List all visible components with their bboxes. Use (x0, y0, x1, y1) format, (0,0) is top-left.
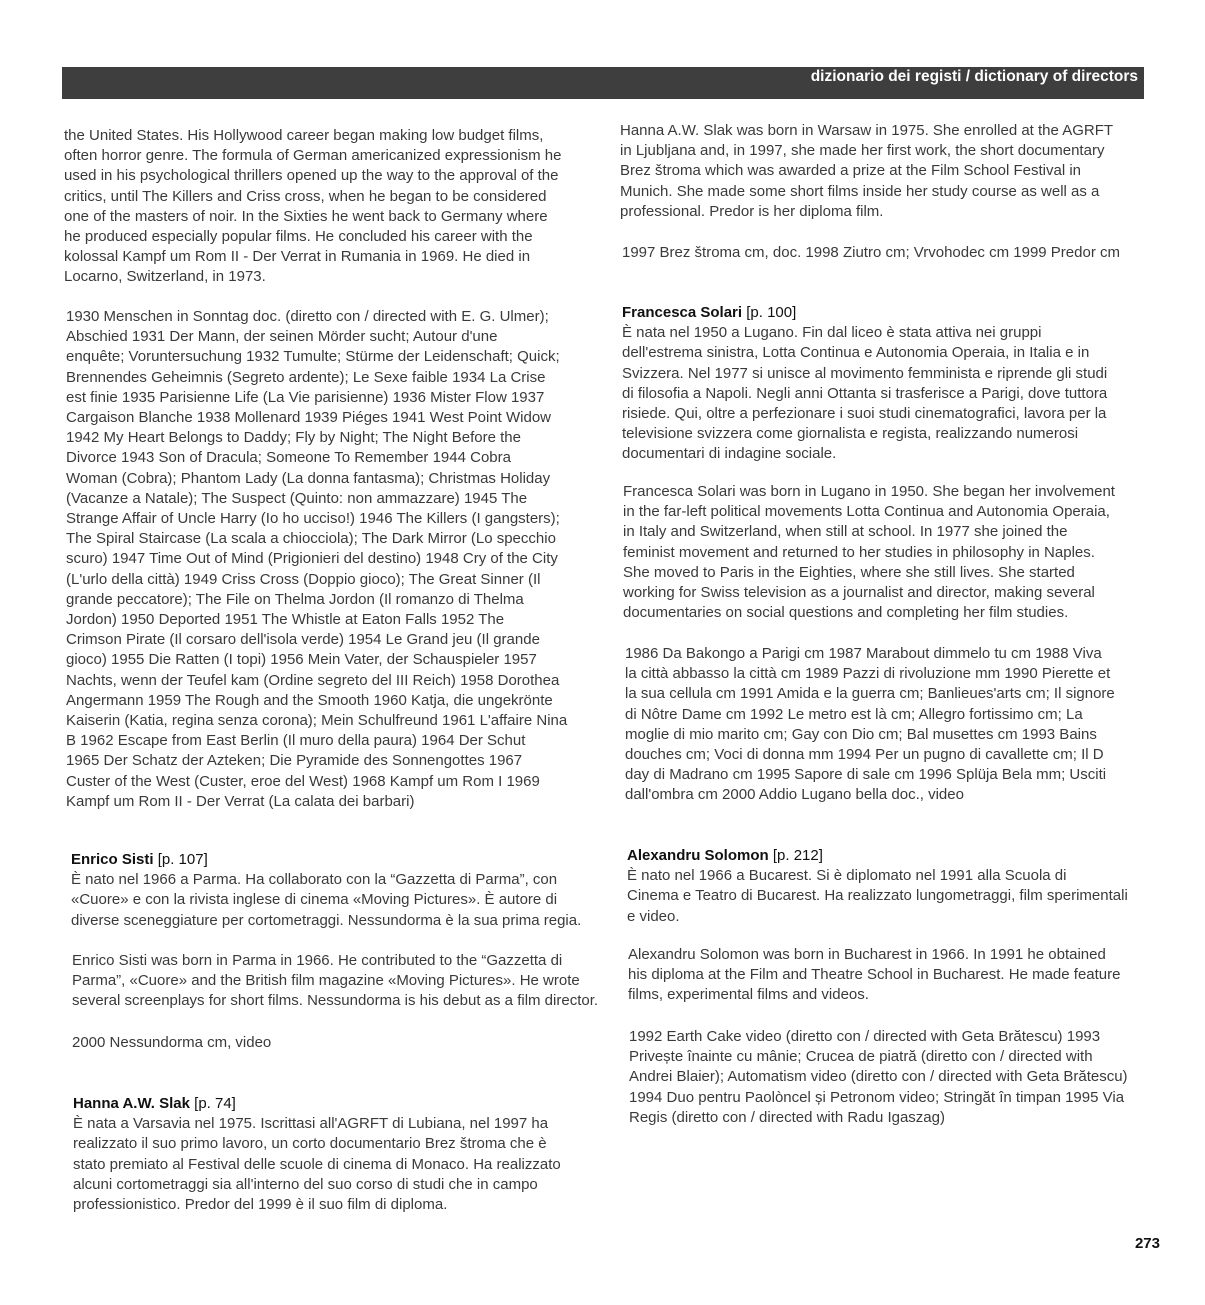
text-line: Brez štroma which was awarded a prize at the Film School Festival in (620, 162, 1082, 180)
text-line: often horror genre. The formula of German americanized expressionism he (64, 147, 562, 165)
entry-heading (622, 303, 1152, 323)
section-header-title: dizionario dei registi / dictionary of directors (810, 68, 1138, 85)
text-line: È nato nel 1966 a Bucarest. Si è diplomato nel 1991 alla Scuola di (627, 867, 1067, 885)
text-line: e video. (627, 907, 680, 925)
text-line: realizzato il suo primo lavoro, un corto documentario Brez štroma che è (73, 1135, 547, 1153)
text-line: È nata nel 1950 a Lugano. Fin dal liceo è stata attiva nei gruppi (622, 324, 1042, 342)
solomon-filmography (629, 1027, 1159, 1128)
text-line: in Ljubljana and, in 1997, she made her first work, the short documentary (620, 142, 1105, 160)
text-line: the United States. His Hollywood career began making low budget films, (64, 127, 544, 144)
text-line: stato premiato al Festival delle scuole di cinema di Monaco. Ha realizzato (73, 1155, 561, 1173)
sisti-filmography (72, 1033, 602, 1053)
text-line: 1994 Duo pentru Paolòncel și Petronom video; Stringăt în timpan 1995 Via (629, 1088, 1125, 1106)
siodmak-bio-en (64, 126, 584, 288)
text-line: used in his psychological thrillers opened up the way to the approval of the (64, 167, 559, 185)
text-line: 1997 Brez štroma cm, doc. 1998 Ziutro cm; Vrvohodec cm 1999 Predor cm (622, 244, 1120, 261)
text-line: est finie 1935 Parisienne Life (La Vie parisienne) 1936 Mister Flow 1937 (66, 388, 545, 406)
text-line: Strange Affair of Uncle Harry (Io ho ucciso!) 1946 The Killers (I gangsters); (66, 510, 560, 528)
text-line: È nata a Varsavia nel 1975. Iscrittasi all'AGRFT di Lubiana, nel 1997 ha (73, 1115, 549, 1133)
text-line: day di Madrano cm 1995 Sapore di sale cm 1996 Splüja Bela mm; Usciti (625, 766, 1107, 784)
text-line: Brennendes Geheimnis (Segreto ardente); Le Sexe faible 1934 La Crise (66, 368, 546, 386)
text-line: la città abbasso la città cm 1989 Pazzi di rivoluzione mm 1990 Pierette et (625, 665, 1111, 683)
entry-sisti (71, 850, 601, 931)
text-line: (Vacanze a Natale); The Suspect (Quinto: non ammazzare) 1945 The (66, 489, 528, 507)
text-line: his diploma at the Film and Theatre School in Bucharest. He made feature (628, 966, 1121, 984)
sisti-bio-en (72, 951, 602, 1012)
entry-heading (73, 1094, 603, 1114)
text-line: 1992 Earth Cake video (diretto con / directed with Geta Brătescu) 1993 (629, 1028, 1101, 1045)
entry-name: Hanna A.W. Slak (73, 1095, 190, 1112)
text-line: films, experimental films and videos. (628, 986, 869, 1004)
text-line: Regis (diretto con / directed with Radu Igaszag) (629, 1108, 945, 1126)
entry-solari (622, 303, 1152, 465)
text-line: several screenplays for short films. Nessundorma is his debut as a film director. (72, 992, 599, 1010)
siodmak-filmography (66, 307, 591, 812)
text-line: televisione svizzera come giornalista e regista, realizzando numerosi (622, 425, 1079, 443)
text-line: alcuni cortometraggi sia all'interno del suo corso di studi che in campo (73, 1175, 538, 1193)
text-line: È nato nel 1966 a Parma. Ha collaborato con la “Gazzetta di Parma”, con (71, 871, 558, 889)
text-line: Enrico Sisti was born in Parma in 1966. He contributed to the “Gazzetta di (72, 952, 563, 969)
text-line: Nachts, wenn der Teufel kam (Ordine segreto del III Reich) 1958 Dorothea (66, 671, 560, 689)
text-line: Kampf um Rom II - Der Verrat (La calata dei barbari) (66, 792, 415, 810)
entry-solomon (627, 846, 1157, 927)
text-line: dell'estrema sinistra, Lotta Continua e Autonomia Operaia, in Italia e in (622, 344, 1090, 362)
text-line: Kaiserin (Katia, regina senza corona); Mein Schulfreund 1961 L'affaire Nina (66, 712, 568, 730)
text-line: Cinema e Teatro di Bucarest. Ha realizzato lungometraggi, film sperimentali (627, 887, 1128, 905)
text-line: feminist movement and returned to her studies in philosophy in Naples. (623, 543, 1095, 561)
solari-bio-en (623, 482, 1153, 623)
slak-bio-en (620, 121, 1150, 222)
text-line: documentari di indagine sociale. (622, 445, 837, 463)
text-line: grande peccatore); The File on Thelma Jordon (Il romanzo di Thelma (66, 590, 524, 608)
entry-slak (73, 1094, 603, 1215)
entry-page-ref: [p. 212] (772, 847, 823, 864)
section-header-bar (62, 67, 1144, 99)
text-line: gioco) 1955 Die Ratten (I topi) 1956 Mein Vater, der Schauspieler 1957 (66, 651, 537, 669)
text-line: The Spiral Staircase (La scala a chiocciola); The Dark Mirror (Lo specchio (66, 530, 556, 548)
text-line: Alexandru Solomon was born in Bucharest in 1966. In 1991 he obtained (628, 946, 1106, 963)
entry-heading (627, 846, 1157, 866)
text-line: Divorce 1943 Son of Dracula; Someone To Remember 1944 Cobra (66, 449, 511, 467)
text-line: 1965 Der Schatz der Azteken; Die Pyramide des Sonnengottes 1967 (66, 752, 523, 770)
text-line: la sua cellula cm 1991 Amida e la guerra cm; Banlieues'arts cm; Il signore (625, 685, 1115, 703)
text-line: douches cm; Voci di donna mm 1994 Per un pugno di cavallette cm; Il D (625, 746, 1104, 764)
text-line: professional. Predor is her diploma film. (620, 202, 884, 220)
text-line: in Italy and Switzerland, when still at school. In 1977 she joined the (623, 523, 1068, 541)
text-line: Hanna A.W. Slak was born in Warsaw in 1975. She enrolled at the AGRFT (620, 122, 1114, 139)
entry-page-ref: [p. 107] (157, 851, 208, 868)
text-line: Francesca Solari was born in Lugano in 1950. She began her involvement (623, 483, 1115, 500)
solari-filmography (625, 644, 1155, 806)
text-line: «Cuore» e con la rivista inglese di cinema «Moving Pictures». È autore di (71, 891, 558, 909)
text-line: (L'urlo della città) 1949 Criss Cross (Doppio gioco); The Great Sinner (Il (66, 570, 541, 588)
text-line: diverse sceneggiature per cortometraggi. Nessundorma è la sua prima regia. (71, 911, 582, 929)
text-line: 2000 Nessundorma cm, video (72, 1034, 272, 1051)
text-line: Privește înainte cu mânie; Crucea de piatră (diretto con / directed with (629, 1048, 1093, 1066)
text-line: documentaries on social questions and completing her film studies. (623, 604, 1069, 622)
entry-page-ref: [p. 100] (746, 304, 797, 321)
text-line: B 1962 Escape from East Berlin (Il muro della paura) 1964 Der Schut (66, 732, 526, 750)
page-number: 273 (1134, 1235, 1160, 1252)
text-line: Custer of the West (Custer, eroe del West) 1968 Kampf um Rom I 1969 (66, 772, 540, 790)
text-line: Woman (Cobra); Phantom Lady (La donna fantasma); Christmas Holiday (66, 469, 551, 487)
entry-name: Enrico Sisti (71, 851, 154, 868)
text-line: 1930 Menschen in Sonntag doc. (diretto con / directed with E. G. Ulmer); (66, 308, 549, 325)
text-line: he produced especially popular films. He concluded his career with the (64, 228, 533, 246)
entry-name: Francesca Solari (622, 304, 743, 321)
text-line: She moved to Paris in the Eighties, where she still lives. She started (623, 563, 1075, 581)
text-line: Locarno, Switzerland, in 1973. (64, 268, 266, 286)
text-line: kolossal Kampf um Rom II - Der Verrat in Rumania in 1969. He died in (64, 248, 531, 266)
solomon-bio-en (628, 945, 1158, 1006)
text-line: Parma”, «Cuore» and the British film magazine «Moving Pictures». He wrote (72, 972, 580, 990)
text-line: scuro) 1947 Time Out of Mind (Prigionieri del destino) 1948 Cry of the City (66, 550, 558, 568)
text-line: 1942 My Heart Belongs to Daddy; Fly by Night; The Night Before the (66, 429, 521, 447)
text-line: Crimson Pirate (Il corsaro dell'isola verde) 1954 Le Grand jeu (Il grande (66, 631, 540, 649)
text-line: one of the masters of noir. In the Sixties he went back to Germany where (64, 207, 548, 225)
text-line: dall'ombra cm 2000 Addio Lugano bella doc., video (625, 786, 964, 804)
text-line: Abschied 1931 Der Mann, der seinen Mörder sucht; Autour d'une (66, 328, 498, 346)
slak-filmography (622, 243, 1152, 263)
text-line: enquête; Voruntersuchung 1932 Tumulte; Stürme der Leidenschaft; Quick; (66, 348, 560, 366)
text-line: Munich. She made some short films inside her study course as well as a (620, 182, 1100, 200)
text-line: in the far-left political movements Lotta Continua and Autonomia Operaia, (623, 503, 1110, 521)
text-line: professionistico. Predor del 1999 è il suo film di diploma. (73, 1196, 448, 1214)
text-line: di filosofia a Napoli. Negli anni Ottanta si trasferisce a Parigi, dove tuttora (622, 384, 1108, 402)
text-line: di Nôtre Dame cm 1992 Le metro est là cm; Allegro fortissimo cm; La (625, 705, 1083, 723)
text-line: Svizzera. Nel 1977 si unisce al movimento femminista e riprende gli studi (622, 364, 1108, 382)
text-line: Cargaison Blanche 1938 Mollenard 1939 Piéges 1941 West Point Widow (66, 409, 552, 427)
entry-page-ref: [p. 74] (194, 1095, 236, 1112)
text-line: critics, until The Killers and Criss cross, when he began to be considered (64, 187, 547, 205)
entry-heading (71, 850, 601, 870)
text-line: working for Swiss television as a journalist and director, making several (623, 584, 1095, 602)
text-line: Andrei Blaier); Automatism video (diretto con / directed with Geta Brătescu) (629, 1068, 1128, 1086)
text-line: Angermann 1959 The Rough and the Smooth 1960 Katja, die ungekrönte (66, 691, 553, 709)
text-line: moglie di mio marito cm; Gay con Dio cm; Bal musettes cm 1993 Bains (625, 725, 1097, 743)
entry-name: Alexandru Solomon (627, 847, 769, 864)
text-line: 1986 Da Bakongo a Parigi cm 1987 Marabout dimmelo tu cm 1988 Viva (625, 645, 1102, 662)
text-line: risiede. Qui, oltre a perfezionare i suoi studi cinematografici, lavora per la (622, 405, 1107, 423)
text-line: Jordon) 1950 Deported 1951 The Whistle at Eaton Falls 1952 The (66, 611, 505, 629)
